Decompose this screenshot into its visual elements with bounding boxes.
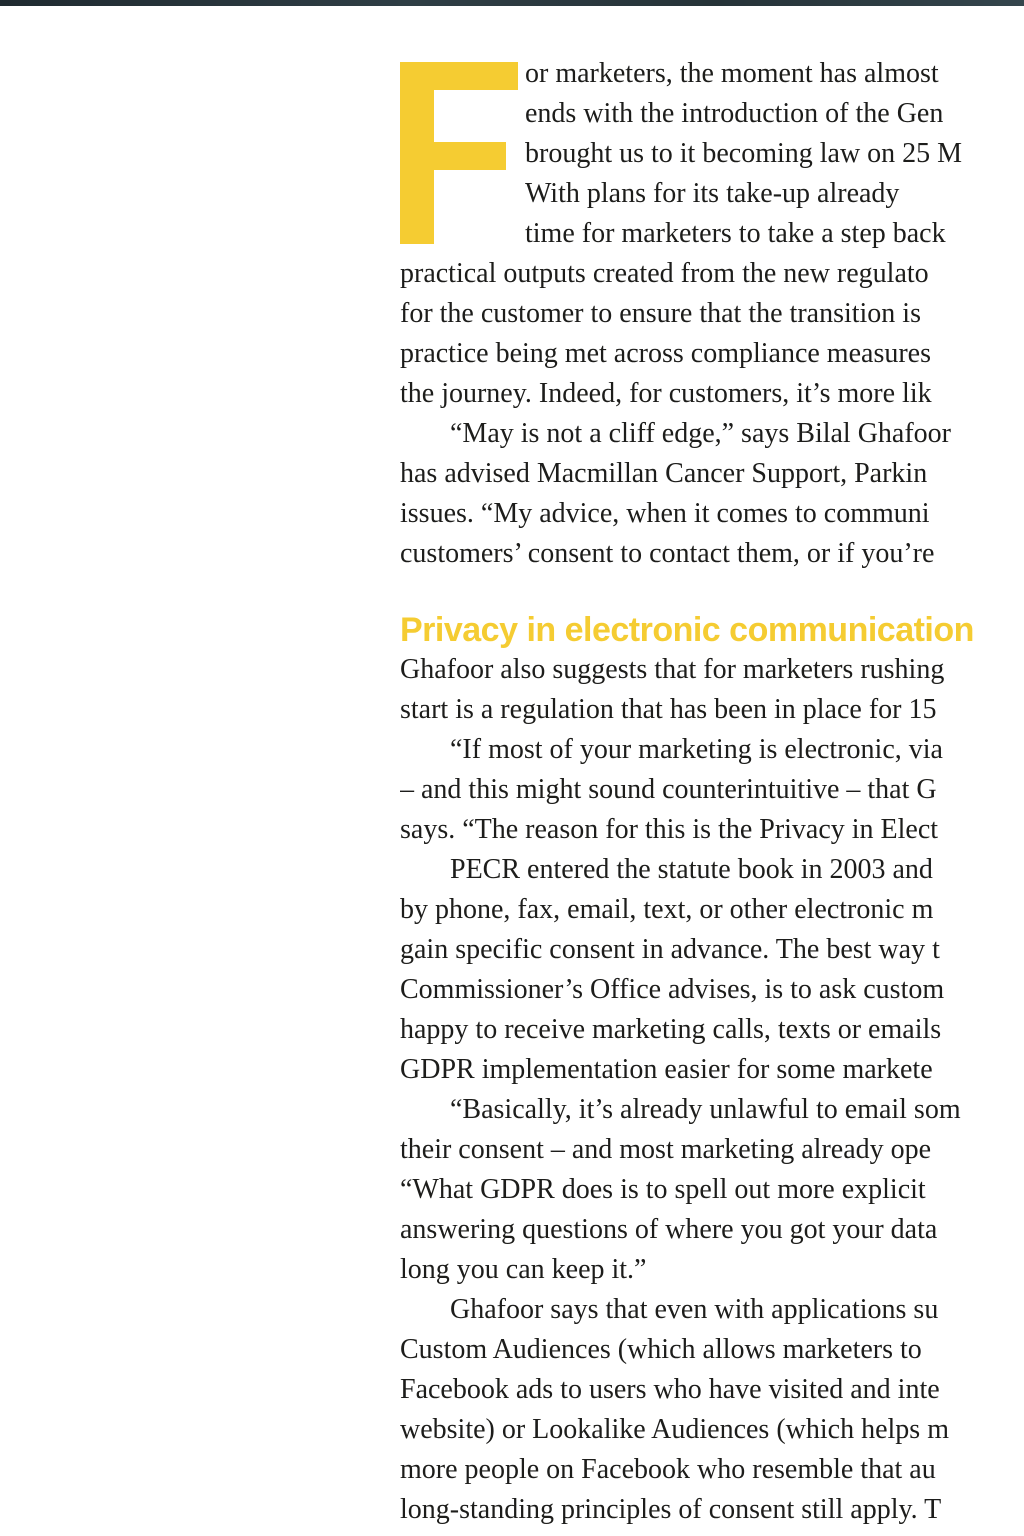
- text-line: practical outputs created from the new regulato: [400, 258, 929, 289]
- text-line: Facebook ads to users who have visited and inte: [400, 1374, 940, 1405]
- drop-cap-letter-f: [400, 62, 518, 244]
- text-line: brought us to it becoming law on 25 M: [525, 138, 963, 169]
- text-line: says. “The reason for this is the Privacy in Elect: [400, 814, 939, 845]
- text-line: by phone, fax, email, text, or other electronic m: [400, 894, 934, 925]
- text-line: long-standing principles of consent still apply. T: [400, 1494, 942, 1525]
- text-line: With plans for its take-up already: [525, 178, 900, 209]
- text-line: the journey. Indeed, for customers, it’s more lik: [400, 378, 932, 409]
- text-line: answering questions of where you got your data: [400, 1214, 938, 1245]
- paragraph-1: [400, 254, 1024, 414]
- text-line: start is a regulation that has been in place for 15: [400, 694, 937, 725]
- text-line: Commissioner’s Office advises, is to ask custom: [400, 974, 945, 1005]
- text-line: “Basically, it’s already unlawful to email som: [450, 1094, 961, 1125]
- text-line: long you can keep it.”: [400, 1254, 647, 1285]
- paragraph-4: [400, 730, 1024, 850]
- drop-cap: [400, 54, 525, 254]
- top-border-strip: [0, 0, 1024, 6]
- paragraph-3: [400, 650, 1024, 730]
- text-line: Custom Audiences (which allows marketers to: [400, 1334, 922, 1365]
- text-line: Ghafoor says that even with applications su: [450, 1294, 939, 1325]
- article-body: [400, 54, 1024, 1536]
- paragraph-5: [400, 850, 1024, 1090]
- text-line: happy to receive marketing calls, texts or emails: [400, 1014, 942, 1045]
- text-line: for the customer to ensure that the transition is: [400, 298, 921, 329]
- text-line: or marketers, the moment has almost: [525, 58, 939, 89]
- text-line: their consent – and most marketing already ope: [400, 1134, 932, 1165]
- paragraph-7: [400, 1290, 1024, 1530]
- text-line: ends with the introduction of the Gen: [525, 98, 944, 129]
- paragraph-6: [400, 1090, 1024, 1290]
- text-line: Ghafoor also suggests that for marketers rushing: [400, 654, 945, 685]
- text-line: more people on Facebook who resemble that au: [400, 1454, 936, 1485]
- text-line: has advised Macmillan Cancer Support, Parkin: [400, 458, 928, 489]
- text-line: “May is not a cliff edge,” says Bilal Ghafoor: [450, 418, 952, 449]
- text-line: gain specific consent in advance. The best way t: [400, 934, 940, 965]
- paragraph-2: [400, 414, 1024, 574]
- text-line: time for marketers to take a step back: [525, 218, 946, 249]
- text-line: – and this might sound counterintuitive – that G: [400, 774, 937, 805]
- text-line: “If most of your marketing is electronic, via: [450, 734, 943, 765]
- section-heading: Privacy in electronic communication: [400, 611, 974, 649]
- text-line: issues. “My advice, when it comes to communi: [400, 498, 930, 529]
- text-line: practice being met across compliance measures: [400, 338, 931, 369]
- text-line: GDPR implementation easier for some markete: [400, 1054, 933, 1085]
- text-line: website) or Lookalike Audiences (which helps m: [400, 1414, 949, 1445]
- text-line: PECR entered the statute book in 2003 and: [450, 854, 933, 885]
- text-line: “What GDPR does is to spell out more explicit: [400, 1174, 926, 1205]
- text-line: customers’ consent to contact them, or if you’re: [400, 538, 935, 569]
